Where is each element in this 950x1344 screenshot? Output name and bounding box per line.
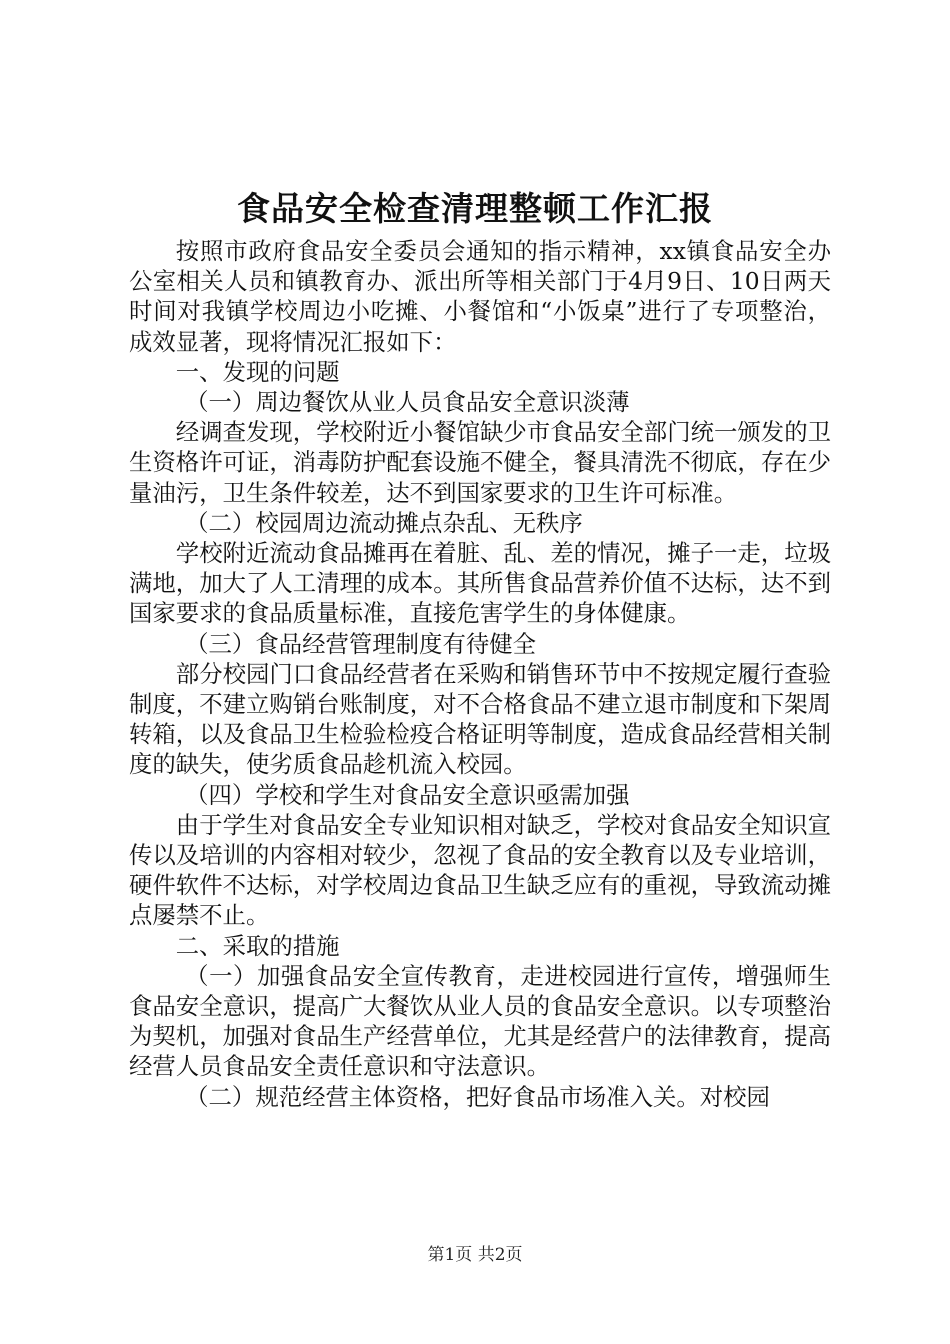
measure-qualification: （二）规范经营主体资格，把好食品市场准入关。对校园: [185, 1082, 770, 1111]
subheading-school-awareness: （四）学校和学生对食品安全意识亟需加强: [185, 780, 630, 809]
section-heading-measures: 二、采取的措施: [175, 931, 340, 960]
document-title: 食品安全检查清理整顿工作汇报: [237, 189, 713, 228]
subheading-mobile-stalls: （二）校园周边流动摊点杂乱、无秩序: [185, 508, 583, 537]
section-heading-problems: 一、发现的问题: [175, 357, 340, 386]
paragraph-awareness: 经调查发现，学校附近小餐馆缺少市食品安全部门统一颁发的卫生资格许可证，消毒防护配套设施不健全，餐具清洗不彻底，存在少量油污，卫生条件较差，达不到国家要求的卫生许可标准。: [129, 418, 831, 507]
paragraph-school-awareness: 由于学生对食品安全专业知识相对缺乏，学校对食品安全知识宣传以及培训的内容相对较少，忽视了食品的安全教育以及专业培训，硬件软件不达标，对学校周边食品卫生缺乏应有的重视，导致流动摊点屡禁不止。: [129, 810, 831, 930]
measure-education: （一）加强食品安全宣传教育，走进校园进行宣传，增强师生食品安全意识，提高广大餐饮从业人员的食品安全意识。以专项整治为契机，加强对食品生产经营单位，尤其是经营户的法律教育，提高经营人员食品安全责任意识和守法意识。: [129, 961, 831, 1081]
document-body: [129, 236, 831, 1112]
page-footer: 第1页 共2页: [427, 1245, 523, 1265]
subheading-awareness: （一）周边餐饮从业人员食品安全意识淡薄: [185, 388, 630, 417]
paragraph-mobile-stalls: 学校附近流动食品摊再在着脏、乱、差的情况，摊子一走，垃圾满地，加大了人工清理的成本。其所售食品营养价值不达标，达不到国家要求的食品质量标准，直接危害学生的身体健康。: [129, 539, 831, 628]
paragraph-management: 部分校园门口食品经营者在采购和销售环节中不按规定履行查验制度，不建立购销台账制度，对不合格食品不建立退市制度和下架周转箱，以及食品卫生检验检疫合格证明等制度，造成食品经营相关制度的缺失，使劣质食品趁机流入校园。: [129, 659, 831, 779]
subheading-management: （三）食品经营管理制度有待健全: [185, 629, 537, 658]
intro-paragraph: 按照市政府食品安全委员会通知的指示精神，xx镇食品安全办公室相关人员和镇教育办、派出所等相关部门于4月9日、10日两天时间对我镇学校周边小吃摊、小餐馆和“小饭桌”进行了专项整治，成效显著，现将情况汇报如下：: [129, 237, 831, 356]
